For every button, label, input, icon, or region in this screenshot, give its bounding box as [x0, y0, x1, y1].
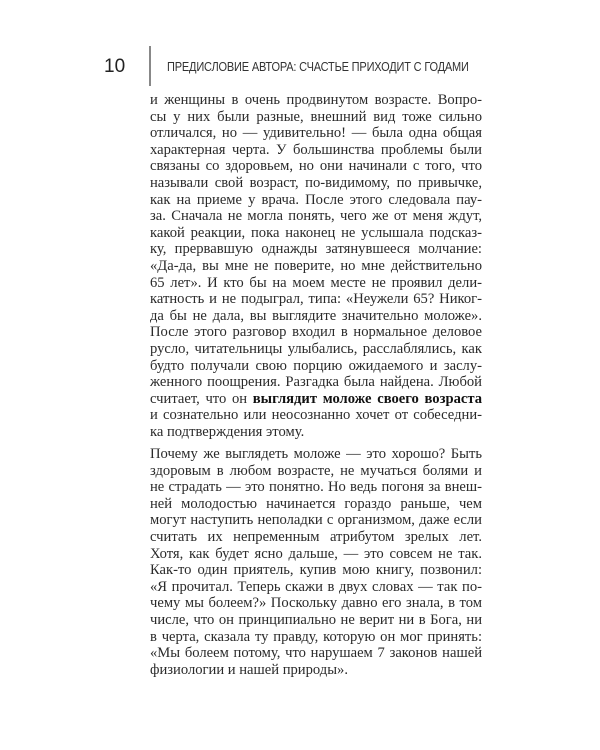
text-line — [150, 479, 482, 496]
text-line — [150, 629, 482, 646]
text-line-content: считает, что он — [150, 390, 253, 407]
text-line — [150, 225, 482, 242]
text-line-content: Хотя, как будет ясно дальше, — это совсем не так. — [150, 545, 482, 562]
text-line — [150, 391, 482, 408]
text-line — [150, 192, 482, 209]
text-line — [150, 645, 482, 662]
text-line — [150, 407, 482, 424]
text-line — [150, 529, 482, 546]
text-line-content: за. Сначала не могла понять, чего же от меня ждут, — [150, 208, 482, 225]
text-line-content: и женщины в очень продвинутом возрасте. Вопро- — [150, 92, 482, 108]
text-line — [150, 496, 482, 513]
text-line-content: катность и не подыграл, типа: «Неужели 65? Никог- — [150, 291, 482, 308]
text-line — [150, 595, 482, 612]
text-line-content: «Я прочитал. Теперь скажи в двух словах — так по- — [150, 578, 482, 595]
text-line — [150, 125, 482, 142]
text-line — [150, 358, 482, 375]
text-line — [150, 546, 482, 563]
text-line — [150, 612, 482, 629]
paragraph-2 — [150, 446, 482, 678]
text-line — [150, 512, 482, 529]
text-line-content: После этого разговор входил в нормальное деловое — [150, 324, 482, 341]
text-line-content: чему мы болеем?» Поскольку давно его знала, в том — [150, 595, 482, 612]
text-line-content: здоровым в любом возрасте, не мучаться болями и — [150, 462, 482, 479]
text-line — [150, 308, 482, 325]
text-line — [150, 158, 482, 175]
text-line — [150, 463, 482, 480]
text-line — [150, 374, 482, 391]
text-line — [150, 175, 482, 192]
text-line-content: ка подтверждения этому. — [150, 423, 305, 440]
text-line — [150, 291, 482, 308]
paragraph-1 — [150, 92, 482, 440]
text-line — [150, 109, 482, 126]
text-line — [150, 92, 482, 109]
text-line — [150, 275, 482, 292]
bold-emphasis: выглядит моложе своего возраста — [252, 390, 482, 407]
text-line-content: называли свой возраст, по-видимому, по привычке, — [150, 174, 482, 191]
text-line — [150, 341, 482, 358]
text-line-content: ней молодостью начинается гораздо раньше, чем — [150, 495, 482, 512]
text-line — [150, 424, 482, 441]
text-line — [150, 208, 482, 225]
text-line — [150, 446, 482, 463]
running-title: ПРЕДИСЛОВИЕ АВТОРА: СЧАСТЬЕ ПРИХОДИТ С ГОДАМИ — [167, 60, 469, 74]
text-line-content: Как-то один приятель, купив мою книгу, позвонил: — [150, 562, 482, 579]
page-number: 10 — [104, 56, 126, 77]
text-line-content: числе, что он принципиально не верит ни в Бога, ни — [150, 611, 482, 628]
text-line — [150, 324, 482, 341]
header-divider — [149, 46, 151, 86]
text-line-content: характерная черта. У большинства проблемы были — [150, 141, 482, 158]
text-line-content: да бы не дала, вы выглядите значительно моложе». — [150, 307, 482, 324]
text-line — [150, 142, 482, 159]
text-line-content: будто получали свою порцию ожидаемого и заслу- — [150, 357, 482, 374]
text-line — [150, 258, 482, 275]
text-line — [150, 662, 482, 679]
text-line-content: женного поощрения. Разгадка была найдена. Любой — [150, 374, 482, 391]
text-line-content: как на приеме у врача. После этого следовала пау- — [150, 191, 482, 208]
text-line-content: могут наступить неполадки с организмом, даже если — [150, 512, 482, 529]
text-line-content: в черта, сказала ту правду, которую он мог принять: — [150, 628, 482, 645]
text-line-content: отличался, но — удивительно! — была одна общая — [150, 125, 482, 142]
text-line-content: «Да-да, вы мне не поверите, но мне действительно — [150, 257, 482, 274]
text-line-content: Почему же выглядеть моложе — это хорошо? Быть — [150, 446, 482, 462]
text-line-content: ку, прервавшую однажды затянувшееся молчание: — [150, 241, 482, 258]
text-line-content: не страдать — это понятно. Но ведь погоня за внеш- — [150, 479, 482, 496]
text-line-content: считать их непременным атрибутом зрелых лет. — [150, 528, 482, 545]
text-line-content: сы у них были разные, внешний вид тоже сильно — [150, 108, 482, 125]
text-line-content: связаны со здоровьем, но они начинали с того, что — [150, 158, 482, 175]
text-line-content: «Мы болеем потому, что нарушаем 7 законов нашей — [150, 645, 482, 662]
text-line-content: и сознательно или неосознанно хочет от собеседни- — [150, 407, 482, 424]
text-line-content: 65 лет». И кто бы на моем месте не проявил дели- — [150, 274, 482, 291]
text-line — [150, 241, 482, 258]
text-line-content: какой реакции, пока наконец не услышала подсказ- — [150, 224, 482, 241]
text-line — [150, 579, 482, 596]
text-line-content: физиологии и нашей природы». — [150, 661, 348, 678]
text-line — [150, 562, 482, 579]
text-line-content: русло, читательницы улыбались, расслаблялись, как — [150, 340, 482, 357]
